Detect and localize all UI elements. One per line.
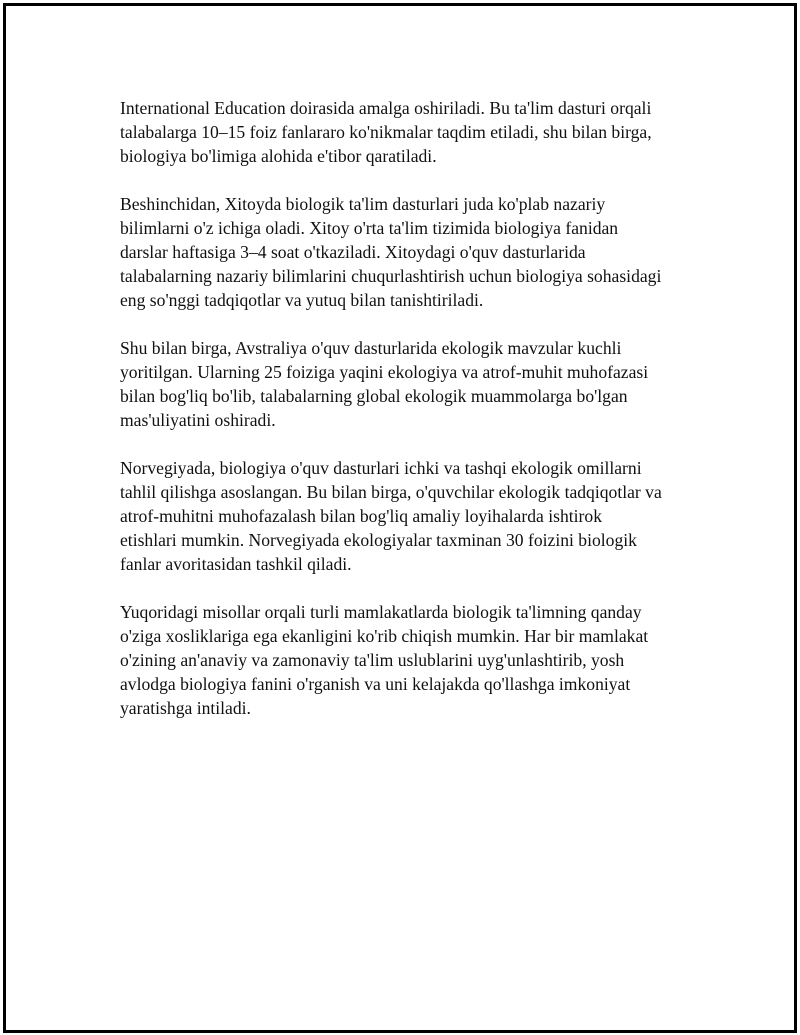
page-content	[120, 96, 710, 744]
paragraph-australia: Shu bilan birga, Avstraliya o'quv dasturlarida ekologik mavzular kuchli yoritilgan. Ularning 25 foiziga yaqini ekologiya va atrof-muhit muhofazasi bilan bog'liq bo'lib, talabalarning global ekologik muammolarga bo'lgan mas'uliyatini oshiradi.	[120, 338, 649, 430]
paragraph-conclusion: Yuqoridagi misollar orqali turli mamlakatlarda biologik ta'limning qanday o'ziga xosliklariga ega ekanligini ko'rib chiqish mumkin. Har bir mamlakat o'zining an'anaviy va zamonaviy ta'lim uslublarini uyg'unlashtirib, yosh avlodga biologiya fanini o'rganish va uni kelajakda qo'llashga imkoniyat yaratishga intiladi.	[120, 602, 649, 718]
paragraph-international-education: International Education doirasida amalga oshiriladi. Bu ta'lim dasturi orqali talabalarga 10–15 foiz fanlararo ko'nikmalar taqdim etiladi, shu bilan birga, biologiya bo'limiga alohida e'tibor qaratiladi.	[120, 98, 652, 166]
page-frame	[3, 3, 797, 1033]
paragraph-china: Beshinchidan, Xitoyda biologik ta'lim dasturlari juda ko'plab nazariy bilimlarni o'z ichiga oladi. Xitoy o'rta ta'lim tizimida biologiya fanidan darslar haftasiga 3–4 soat o'tkaziladi. Xitoydagi o'quv dasturlarida talabalarning nazariy bilimlarini chuqurlashtirish uchun biologiya sohasidagi eng so'nggi tadqiqotlar va yutuq bilan tanishtiriladi.	[120, 194, 662, 310]
paragraph-norway: Norvegiyada, biologiya o'quv dasturlari ichki va tashqi ekologik omillarni tahlil qilishga asoslangan. Bu bilan birga, o'quvchilar ekologik tadqiqotlar va atrof-muhitni muhofazalash bilan bog'liq amaliy loyihalarda ishtirok etishlari mumkin. Norvegiyada ekologiyalar taxminan 30 foizini biologik fanlar avoritasidan tashkil qiladi.	[120, 458, 662, 574]
